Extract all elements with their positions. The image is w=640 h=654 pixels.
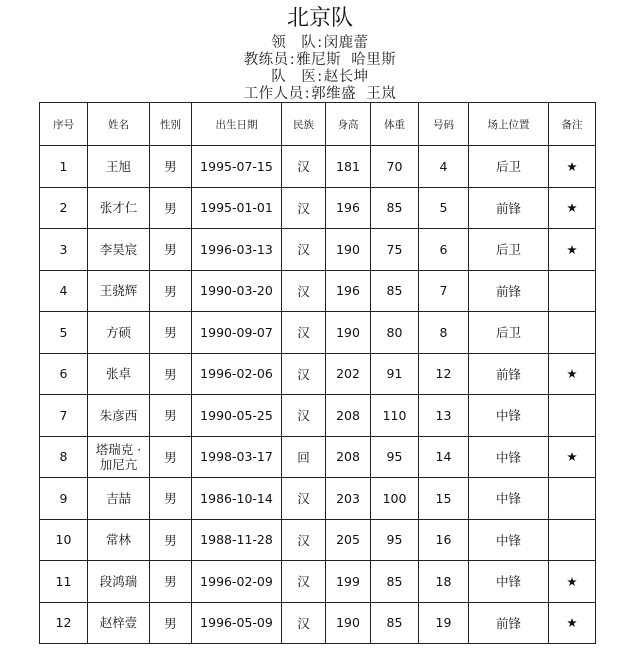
cell-notes: ★: [549, 602, 596, 644]
cell-birthdate: 1986-10-14: [192, 478, 282, 520]
cell-weight: 95: [371, 436, 419, 478]
header-cell-notes: 备注: [549, 103, 596, 146]
cell-gender: 男: [150, 395, 192, 437]
cell-index: 10: [40, 519, 88, 561]
staff-workers: [0, 85, 640, 103]
cell-number: 14: [419, 436, 469, 478]
staff-names: 郭维盛 王岚: [311, 86, 397, 102]
table-row: [40, 187, 596, 229]
cell-ethnicity: 汉: [282, 229, 326, 271]
cell-notes: [549, 395, 596, 437]
header-cell-birthdate: 出生日期: [192, 103, 282, 146]
cell-gender: 男: [150, 602, 192, 644]
cell-ethnicity: 汉: [282, 519, 326, 561]
table-row: [40, 229, 596, 271]
cell-height: 203: [326, 478, 371, 520]
cell-index: 3: [40, 229, 88, 271]
cell-position: 中锋: [469, 478, 549, 520]
cell-height: 208: [326, 395, 371, 437]
table-row: [40, 602, 596, 644]
cell-gender: 男: [150, 312, 192, 354]
cell-weight: 95: [371, 519, 419, 561]
cell-gender: 男: [150, 478, 192, 520]
staff-role: 工作人员: [243, 86, 304, 102]
staff-role: 队 医: [271, 69, 317, 85]
cell-notes: ★: [549, 561, 596, 603]
cell-name: 王骁辉: [88, 270, 150, 312]
colon: :: [317, 35, 323, 51]
cell-height: 205: [326, 519, 371, 561]
cell-name: 李昊宸: [88, 229, 150, 271]
cell-position: 中锋: [469, 519, 549, 561]
cell-ethnicity: 汉: [282, 312, 326, 354]
cell-gender: 男: [150, 353, 192, 395]
cell-birthdate: 1996-03-13: [192, 229, 282, 271]
cell-weight: 100: [371, 478, 419, 520]
cell-notes: [549, 478, 596, 520]
header-row: [40, 103, 596, 146]
colon: :: [304, 86, 311, 102]
header-cell-ethnicity: 民族: [282, 103, 326, 146]
header-cell-weight: 体重: [371, 103, 419, 146]
cell-index: 1: [40, 146, 88, 188]
cell-gender: 男: [150, 561, 192, 603]
cell-position: 后卫: [469, 312, 549, 354]
cell-ethnicity: 汉: [282, 187, 326, 229]
roster-body: [40, 146, 596, 644]
cell-weight: 85: [371, 561, 419, 603]
cell-index: 4: [40, 270, 88, 312]
cell-height: 199: [326, 561, 371, 603]
table-row: [40, 146, 596, 188]
cell-index: 2: [40, 187, 88, 229]
cell-ethnicity: 汉: [282, 270, 326, 312]
cell-position: 前锋: [469, 353, 549, 395]
cell-name: 塔瑞克 · 加尼亢: [88, 436, 150, 478]
cell-ethnicity: 汉: [282, 478, 326, 520]
cell-notes: ★: [549, 436, 596, 478]
colon: :: [289, 52, 296, 68]
cell-birthdate: 1996-02-06: [192, 353, 282, 395]
cell-birthdate: 1990-09-07: [192, 312, 282, 354]
cell-notes: [549, 312, 596, 354]
cell-birthdate: 1996-05-09: [192, 602, 282, 644]
cell-position: 中锋: [469, 561, 549, 603]
cell-name: 朱彦西: [88, 395, 150, 437]
cell-number: 8: [419, 312, 469, 354]
table-row: [40, 519, 596, 561]
staff-role: 领 队: [271, 35, 317, 51]
cell-number: 13: [419, 395, 469, 437]
cell-number: 15: [419, 478, 469, 520]
cell-weight: 75: [371, 229, 419, 271]
cell-gender: 男: [150, 229, 192, 271]
roster-table: [39, 102, 596, 644]
cell-index: 8: [40, 436, 88, 478]
header-cell-position: 场上位置: [469, 103, 549, 146]
table-row: [40, 395, 596, 437]
table-row: [40, 270, 596, 312]
cell-name: 王旭: [88, 146, 150, 188]
cell-notes: ★: [549, 229, 596, 271]
cell-number: 12: [419, 353, 469, 395]
staff-names: 闵鹿蕾: [323, 35, 369, 51]
cell-height: 190: [326, 602, 371, 644]
cell-weight: 91: [371, 353, 419, 395]
cell-ethnicity: 汉: [282, 561, 326, 603]
cell-weight: 85: [371, 270, 419, 312]
cell-name: 段鸿瑞: [88, 561, 150, 603]
cell-birthdate: 1995-01-01: [192, 187, 282, 229]
cell-weight: 70: [371, 146, 419, 188]
cell-index: 7: [40, 395, 88, 437]
cell-ethnicity: 汉: [282, 146, 326, 188]
cell-ethnicity: 汉: [282, 602, 326, 644]
cell-index: 5: [40, 312, 88, 354]
cell-notes: ★: [549, 146, 596, 188]
staff-role: 教练员: [243, 52, 289, 68]
cell-number: 16: [419, 519, 469, 561]
cell-weight: 80: [371, 312, 419, 354]
cell-name: 方硕: [88, 312, 150, 354]
cell-ethnicity: 回: [282, 436, 326, 478]
cell-index: 11: [40, 561, 88, 603]
cell-birthdate: 1988-11-28: [192, 519, 282, 561]
cell-weight: 85: [371, 602, 419, 644]
header-cell-number: 号码: [419, 103, 469, 146]
team-title: 北京队: [286, 6, 353, 31]
cell-name: 赵梓壹: [88, 602, 150, 644]
cell-height: 196: [326, 187, 371, 229]
cell-weight: 85: [371, 187, 419, 229]
cell-birthdate: 1998-03-17: [192, 436, 282, 478]
cell-weight: 110: [371, 395, 419, 437]
cell-index: 9: [40, 478, 88, 520]
cell-birthdate: 1995-07-15: [192, 146, 282, 188]
cell-birthdate: 1990-05-25: [192, 395, 282, 437]
cell-position: 中锋: [469, 395, 549, 437]
table-row: [40, 312, 596, 354]
cell-name: 张卓: [88, 353, 150, 395]
cell-height: 202: [326, 353, 371, 395]
staff-leader: [0, 34, 640, 52]
cell-number: 7: [419, 270, 469, 312]
cell-height: 190: [326, 312, 371, 354]
staff-names: 赵长坤: [323, 69, 369, 85]
cell-position: 后卫: [469, 146, 549, 188]
header-cell-index: 序号: [40, 103, 88, 146]
cell-ethnicity: 汉: [282, 395, 326, 437]
cell-position: 前锋: [469, 270, 549, 312]
cell-name: 常林: [88, 519, 150, 561]
cell-gender: 男: [150, 519, 192, 561]
header-cell-gender: 性别: [150, 103, 192, 146]
cell-position: 前锋: [469, 187, 549, 229]
table-row: [40, 478, 596, 520]
cell-gender: 男: [150, 436, 192, 478]
cell-name: 张才仁: [88, 187, 150, 229]
cell-index: 6: [40, 353, 88, 395]
cell-notes: ★: [549, 353, 596, 395]
cell-position: 前锋: [469, 602, 549, 644]
staff-coach: [0, 51, 640, 69]
cell-ethnicity: 汉: [282, 353, 326, 395]
cell-number: 18: [419, 561, 469, 603]
table-row: [40, 436, 596, 478]
cell-birthdate: 1996-02-09: [192, 561, 282, 603]
cell-height: 196: [326, 270, 371, 312]
cell-birthdate: 1990-03-20: [192, 270, 282, 312]
table-row: [40, 353, 596, 395]
cell-number: 4: [419, 146, 469, 188]
cell-gender: 男: [150, 270, 192, 312]
staff-names: 雅尼斯 哈里斯: [296, 52, 397, 68]
cell-height: 190: [326, 229, 371, 271]
cell-number: 6: [419, 229, 469, 271]
cell-name: 吉喆: [88, 478, 150, 520]
colon: :: [317, 69, 323, 85]
cell-position: 后卫: [469, 229, 549, 271]
cell-notes: [549, 519, 596, 561]
cell-gender: 男: [150, 187, 192, 229]
cell-number: 5: [419, 187, 469, 229]
header-cell-name: 姓名: [88, 103, 150, 146]
cell-height: 181: [326, 146, 371, 188]
cell-number: 19: [419, 602, 469, 644]
cell-notes: ★: [549, 187, 596, 229]
staff-doctor: [0, 68, 640, 86]
cell-gender: 男: [150, 146, 192, 188]
table-row: [40, 561, 596, 603]
cell-height: 208: [326, 436, 371, 478]
cell-index: 12: [40, 602, 88, 644]
cell-notes: [549, 270, 596, 312]
header-cell-height: 身高: [326, 103, 371, 146]
cell-position: 中锋: [469, 436, 549, 478]
